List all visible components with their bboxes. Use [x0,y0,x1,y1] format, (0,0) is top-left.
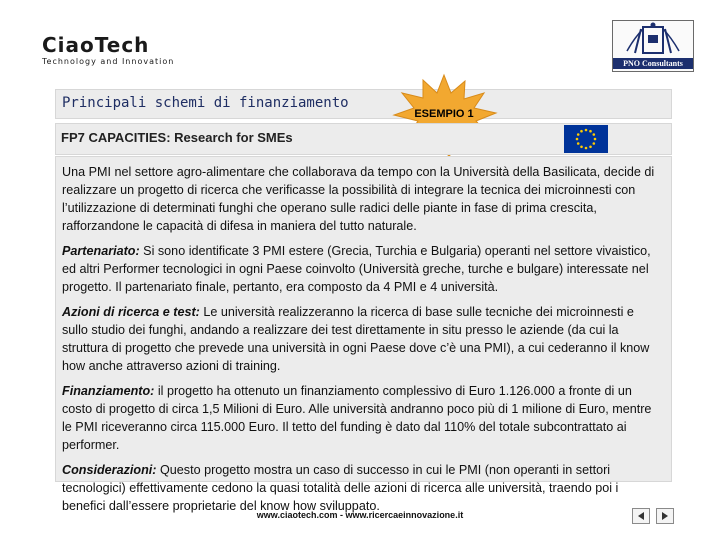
lead-considerazioni: Considerazioni: [62,463,157,477]
text-partenariato: Si sono identificate 3 PMI estere (Grecia, Turchia e Bulgaria) operanti nel settore vivaistico, ed altri Performer tecnologici in ogni Paese coinvolto (Università greche, turche e bulgare) interessate nel progetto. Il partenariato finale, pertanto, era composto da 4 PMI e 4 università. [62,244,651,294]
text-azioni: Le università realizzeranno la ricerca di base sulle tecniche dei microinnesti e sullo studio dei funghi, andando a realizzare dei test direttamente in situ presso le aziende (da cui la struttura di progetto che prevede una università in ogni Paese dove c’è una PMI), a cui cederanno il know how anche attraverso azioni di training. [62,305,650,373]
paragraph-considerazioni [62,461,663,515]
paragraph-partenariato [62,242,663,296]
paragraph-intro: Una PMI nel settore agro-alimentare che collaborava da tempo con la Università della Basilicata, decide di realizzare un progetto di ricerca che verificasse la possibilità di integrare la tecnica dei microinnesti con l’utilizzazione di determinati funghi che operano sulle radici delle piante in fase di prima crescita, rafforzandone le capacità di difesa in maniera del tutto naturale. [62,165,655,233]
paragraph-azioni [62,303,663,375]
slide-title-bar [55,89,672,119]
lead-partenariato: Partenariato: [62,244,140,258]
ciaotech-logo [42,34,192,70]
pno-logo [612,20,694,72]
eu-flag-icon [564,125,608,153]
logo-wordmark: CiaoTech [42,33,150,57]
slide-body [55,156,672,513]
next-slide-button[interactable] [656,508,674,524]
lead-finanziamento: Finanziamento: [62,384,155,398]
text-finanziamento: il progetto ha ottenuto un finanziamento complessivo di Euro 1.126.000 a fronte di un costo di progetto di circa 1,5 Milioni di Euro. Alle università andranno poco più di 1 milione di Euro, mentre le PMI riceveranno circa 115.000 Euro. Il tetto del funding è dato dal 110% del totale subcontrattato ai performer. [62,384,652,452]
slide-subtitle: FP7 CAPACITIES: Research for SMEs [61,130,293,145]
pno-emblem-icon [613,21,693,59]
lead-azioni: Azioni di ricerca e test: [62,305,200,319]
next-slide-icon [657,509,673,523]
footer-links: www.ciaotech.com - www.ricercaeinnovazione.it [256,510,464,520]
logo-tagline: Technology and Innovation [42,57,175,66]
pno-logo-caption: PNO Consultants [613,58,693,69]
previous-slide-icon [633,509,649,523]
example-badge-label: ESEMPIO 1 [414,108,474,120]
slide-title: Principali schemi di finanziamento [62,95,349,111]
paragraph-finanziamento [62,382,663,454]
text-considerazioni: Questo progetto mostra un caso di successo in cui le PMI (non operanti in settori tecnologici) effettivamente cedono la quasi totalità delle azioni di ricerca alle università, traendo poi i benefici dall’essere proprietarie del know how sviluppato. [62,463,619,513]
previous-slide-button[interactable] [632,508,650,524]
